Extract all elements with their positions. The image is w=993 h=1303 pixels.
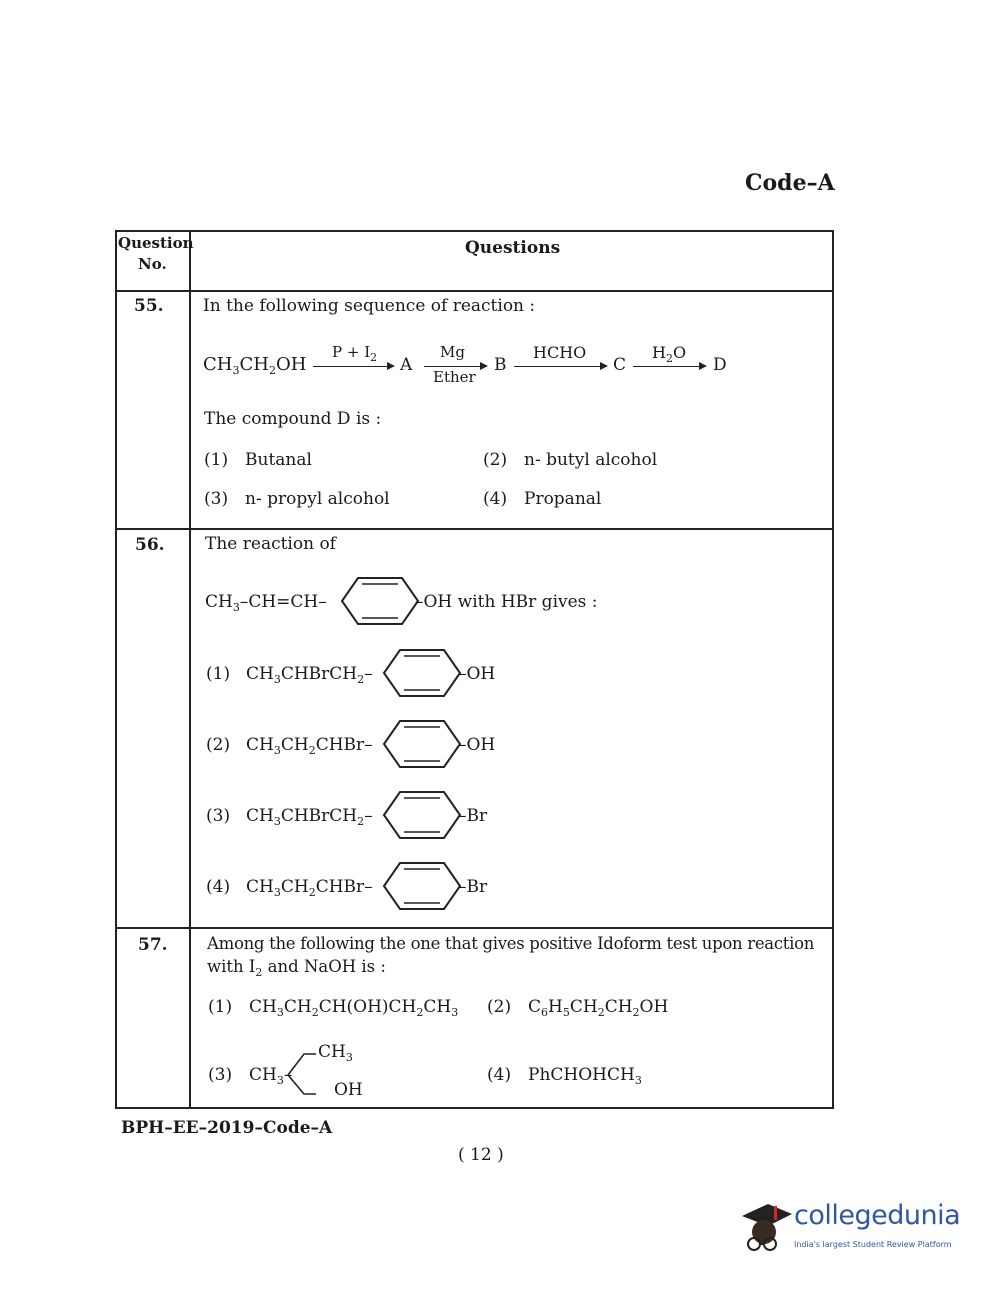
table-row-divider-57 (115, 927, 834, 929)
q56-option-4-left[interactable]: $CH_3CH_2CHBr-$ (246, 877, 373, 899)
q57-option-3-text[interactable]: $CH_3-$ (249, 1065, 293, 1087)
benzene-ring-icon (382, 790, 462, 840)
q55-option-3-num: (3) (204, 489, 229, 509)
graduate-mascot-icon (738, 1198, 794, 1258)
q55-reagent-2-top: Mg (440, 343, 465, 361)
q56-reactant-right: –OH with HBr gives : (415, 592, 598, 612)
q56-option-3-num: (3) (206, 806, 231, 826)
q57-option-2-num: (2) (487, 997, 512, 1017)
q55-reactant: $CH_3CH_2OH$ (203, 354, 307, 377)
q57-option-2-text[interactable]: $C_6H_5CH_2CH_2OH$ (528, 997, 669, 1019)
q55-option-1-text[interactable]: Butanal (245, 450, 312, 470)
q55-reagent-2-bottom: Ether (433, 368, 476, 386)
header-no-label: No. (138, 255, 167, 273)
page-code-header: Code–A (745, 170, 835, 196)
logo-brand-text: collegedunia (794, 1200, 961, 1231)
q56-reactant-left: $CH_3-CH=CH-$ (205, 592, 327, 614)
q56-option-1-num: (1) (206, 664, 231, 684)
q55-option-3-text[interactable]: n- propyl alcohol (245, 489, 390, 509)
q56-option-2-right: –OH (458, 735, 496, 755)
q57-option-1-text[interactable]: $CH_3CH_2CH(OH)CH_2CH_3$ (249, 997, 459, 1019)
q57-option-1-num: (1) (208, 997, 233, 1017)
table-row-divider-56 (115, 528, 834, 530)
q56-option-3-left[interactable]: $CH_3CHBrCH_2-$ (246, 806, 373, 828)
q55-product-c: C (613, 355, 627, 375)
q55-option-1-num: (1) (204, 450, 229, 470)
q55-prompt: In the following sequence of reaction : (203, 296, 536, 316)
q55-arrow-1 (313, 366, 393, 367)
q56-option-2-num: (2) (206, 735, 231, 755)
q55-reagent-1: $P + I_2$ (332, 343, 378, 364)
header-question-label: Question (118, 234, 194, 252)
q55-reagent-4: $H_2O$ (652, 343, 687, 365)
q56-option-1-left[interactable]: $CH_3CHBrCH_2-$ (246, 664, 373, 686)
collegedunia-logo (738, 1198, 963, 1258)
footer-paper-code: BPH–EE–2019–Code–A (121, 1118, 333, 1138)
q55-product-b: B (494, 355, 507, 375)
q55-reagent-3: HCHO (533, 343, 587, 362)
q57-prompt-line-1: Among the following the one that gives positive Idoform test upon reaction (207, 934, 815, 953)
q57-prompt-line-2: with $I_2$ and NaOH is : (207, 957, 386, 979)
q57-option-4-text[interactable]: PhCHOHCH$_3$ (528, 1065, 642, 1087)
q55-arrow-2 (424, 366, 486, 367)
q57-option-4-num: (4) (487, 1065, 512, 1085)
q57-option-3-branch-bottom: OH (334, 1080, 363, 1100)
page-number: ( 12 ) (458, 1145, 504, 1165)
q55-arrow-3 (514, 366, 606, 367)
q56-option-4-right: –Br (458, 877, 488, 897)
logo-tagline: India's largest Student Review Platform (794, 1240, 952, 1249)
benzene-ring-icon (382, 648, 462, 698)
benzene-ring-icon (382, 719, 462, 769)
q57-option-3-num: (3) (208, 1065, 233, 1085)
header-questions-label: Questions (465, 238, 561, 258)
q55-question: The compound D is : (204, 409, 382, 429)
q56-prompt: The reaction of (205, 534, 336, 554)
q56-option-2-left[interactable]: $CH_3CH_2CHBr-$ (246, 735, 373, 757)
q56-option-1-right: –OH (458, 664, 496, 684)
q57-number: 57. (138, 935, 168, 955)
q55-option-4-text[interactable]: Propanal (524, 489, 602, 509)
q56-option-4-num: (4) (206, 877, 231, 897)
q57-option-3-branch-top: $CH_3$ (318, 1042, 353, 1064)
q55-arrow-4 (633, 366, 705, 367)
q56-number: 56. (135, 535, 165, 555)
q55-product-d: D (713, 355, 727, 375)
q55-option-4-num: (4) (483, 489, 508, 509)
q55-product-a: A (400, 355, 413, 375)
benzene-ring-icon (340, 576, 420, 626)
q56-option-3-right: –Br (458, 806, 488, 826)
table-column-divider (189, 230, 191, 1107)
q55-option-2-num: (2) (483, 450, 508, 470)
q55-number: 55. (134, 296, 164, 316)
benzene-ring-icon (382, 861, 462, 911)
q55-option-2-text[interactable]: n- butyl alcohol (524, 450, 658, 470)
branch-bond-icon (286, 1048, 322, 1098)
table-header-divider (115, 290, 834, 292)
